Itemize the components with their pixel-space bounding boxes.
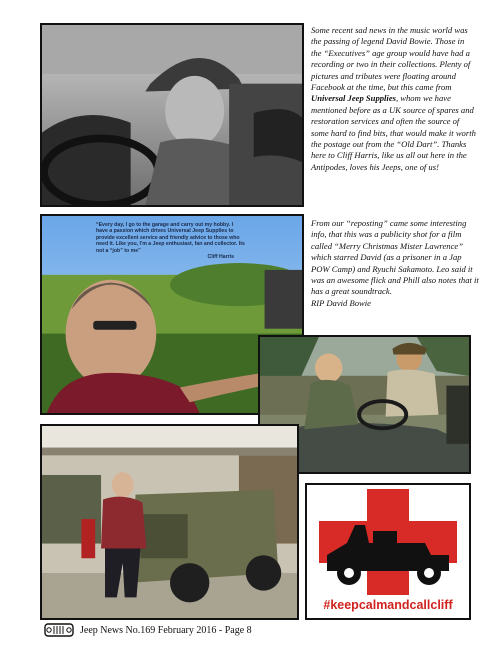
- page-footer: [44, 623, 252, 637]
- cliff-quote: [96, 222, 246, 260]
- article-paragraph-1: Some recent sad news in the music world was the passing of legend David Bowie. Those in the “Executives” age group would have had a recording or two in their collections. Plenty of pictures and tributes were floating around Facebook at the time, but this came from Universal Jeep Supplies, whom we have mentioned before as a UK source of spares and restoration services and often the source of some hard to find bits, that would make it worth the postage out from the “Old Dart”. Thanks here to Cliff Harris, like us all out here in the Antipodes, loves his Jeeps, one of us!: [311, 25, 476, 172]
- footer-text: Jeep News No.169 February 2016 - Page 8: [80, 624, 252, 636]
- universal-jeep-supplies-name: Universal Jeep Supplies: [311, 93, 396, 104]
- photo-cliff-garage-jeep: [40, 424, 299, 620]
- quote-author: Cliff Harris: [207, 254, 234, 261]
- quote-text: “Every day, I go to the garage and carry out my hobby. I have a passion which drives Universal Jeep Supplies to provide excellent service and friendly advice to those who need it. Like you, I'm a Jeep enthusiast, fan and collector. Its not a “job” to me”: [96, 222, 245, 254]
- article-column-bottom: [311, 218, 479, 309]
- article-paragraph-2: From our “reposting” came some interesting info, that this was a publicity shot for a film called “Merry Christmas Mister Lawrence” which starred David (as a prisoner in a Jap POW Camp) and Ryuchi Sakamoto. Leo said it was an awesome flick and Phill also notes that it has a great soundtrack.: [311, 218, 479, 297]
- hashtag-text: #keepcalmandcallcliff: [323, 598, 453, 612]
- photo-bowie-in-jeep: [40, 23, 304, 207]
- keepcalm-logo: [305, 483, 471, 620]
- article-paragraph-3: RIP David Bowie: [311, 297, 371, 308]
- jeep-grille-icon: [44, 623, 74, 637]
- article-column-top: [311, 25, 476, 173]
